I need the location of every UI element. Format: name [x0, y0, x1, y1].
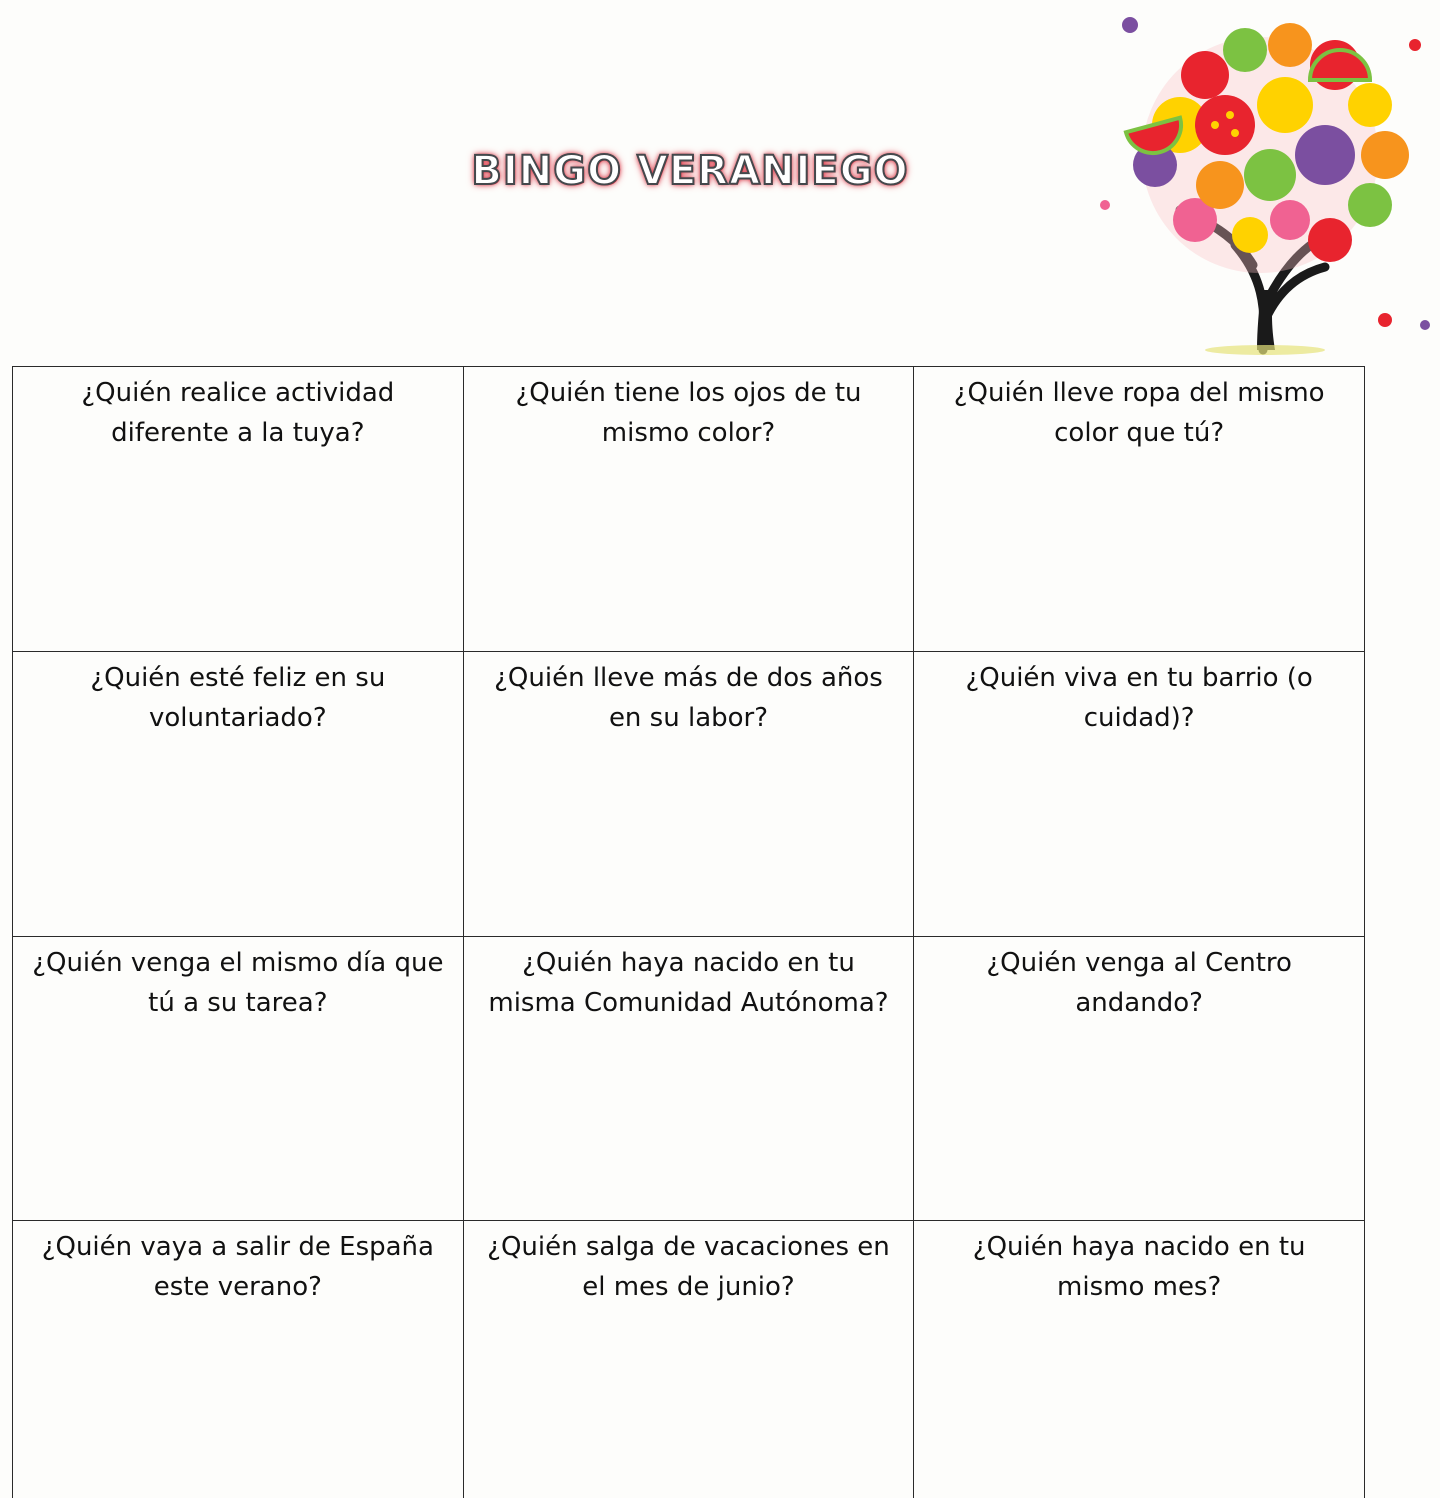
page-title: BINGO VERANIEGO	[471, 148, 909, 194]
bingo-cell[interactable]: ¿Quién viva en tu barrio (o cuidad)?	[914, 651, 1365, 936]
fruit-tree-icon	[1085, 5, 1435, 355]
bingo-cell[interactable]: ¿Quién haya nacido en tu misma Comunidad Autónoma?	[463, 936, 914, 1221]
grid-row	[13, 936, 1365, 1221]
bingo-cell[interactable]: ¿Quién esté feliz en su voluntariado?	[13, 651, 464, 936]
bingo-cell[interactable]: ¿Quién venga al Centro andando?	[914, 936, 1365, 1221]
grid-row	[13, 1221, 1365, 1498]
bingo-grid	[12, 366, 1365, 1498]
bingo-cell[interactable]: ¿Quién vaya a salir de España este verano?	[13, 1221, 464, 1498]
grid-row	[13, 651, 1365, 936]
bingo-cell[interactable]: ¿Quién haya nacido en tu mismo mes?	[914, 1221, 1365, 1498]
bingo-cell[interactable]: ¿Quién tiene los ojos de tu mismo color?	[463, 367, 914, 652]
grid-row	[13, 367, 1365, 652]
bingo-cell[interactable]: ¿Quién lleve ropa del mismo color que tú?	[914, 367, 1365, 652]
bingo-cell[interactable]: ¿Quién lleve más de dos años en su labor?	[463, 651, 914, 936]
bingo-cell[interactable]: ¿Quién salga de vacaciones en el mes de junio?	[463, 1221, 914, 1498]
bingo-cell[interactable]: ¿Quién venga el mismo día que tú a su tarea?	[13, 936, 464, 1221]
bingo-cell[interactable]: ¿Quién realice actividad diferente a la tuya?	[13, 367, 464, 652]
